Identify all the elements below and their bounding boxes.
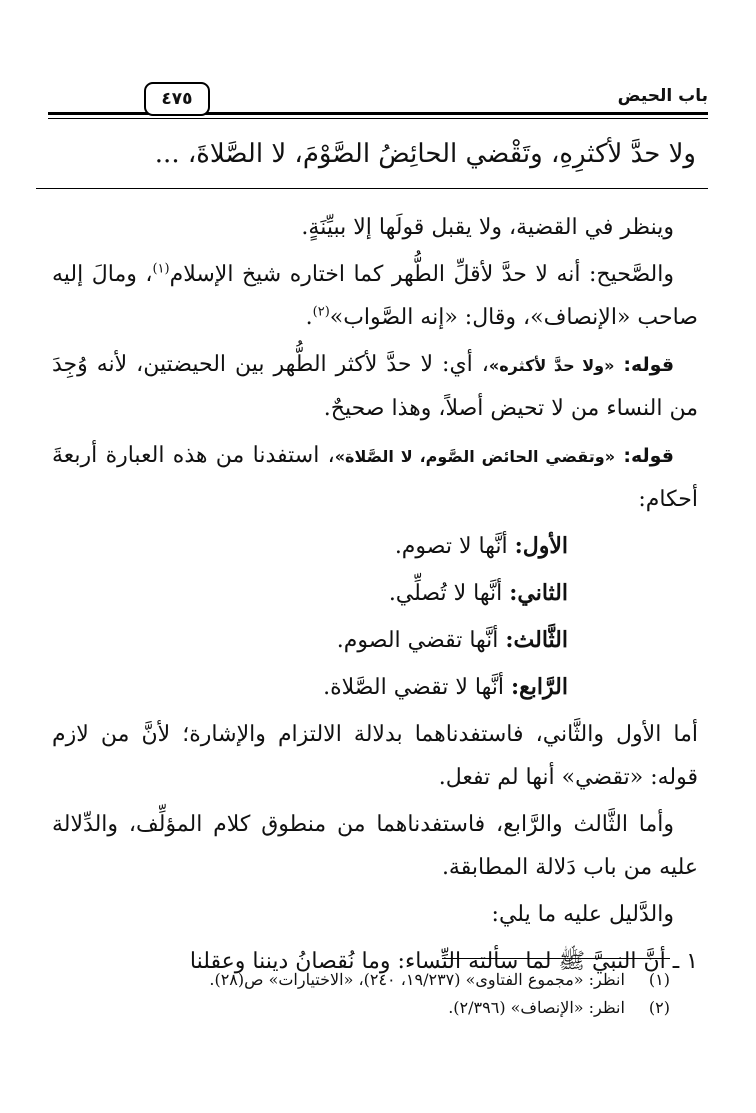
matn-quote: «ولا حدَّ لأكثره» — [488, 356, 615, 375]
footnote-text: انظر: «الإنصاف» (٢/٣٩٦). — [448, 998, 625, 1017]
footnote-separator — [442, 958, 670, 959]
paragraph-4 — [52, 434, 698, 521]
ruling-item — [52, 619, 698, 662]
paragraph-2-end: . — [305, 305, 313, 330]
footnote-ref-2: (٢) — [312, 304, 330, 320]
matn-separator — [36, 188, 708, 189]
ruling-text: أنَّها لا تقضي الصَّلاة. — [323, 675, 504, 700]
qawl-label: قوله: — [623, 445, 674, 467]
ruling-item — [52, 572, 698, 615]
paragraph-2-mid: ، ومالَ إليه صاحب «الإنصاف»، وقال: «إنه الصَّواب» — [52, 262, 698, 330]
running-header — [48, 82, 708, 122]
footnote-mark: (٢) — [648, 998, 670, 1017]
ruling-item — [52, 666, 698, 709]
footnotes — [70, 966, 670, 1022]
paragraph-3-text: ، أي: لا حدَّ لأكثر الطُّهر بين الحيضتين، لأنه وُجِدَ من النساء من لا تحيض أصلاً، وهذا صحيحٌ. — [52, 352, 698, 421]
matn-text: ولا حدَّ لأكثرِهِ، وتَقْضي الحائِضُ الصَّوْمَ، لا الصَّلاةَ، ... — [154, 139, 696, 169]
paragraph-3 — [52, 343, 698, 430]
header-rule-thin — [48, 118, 708, 119]
commentary-body — [52, 206, 698, 987]
ruling-item — [52, 525, 698, 568]
chapter-title: باب الحيض — [617, 86, 708, 106]
page-number: ٤٧٥ — [144, 82, 210, 116]
matn-quote: «وتقضي الحائض الصَّوم، لا الصَّلاة» — [334, 447, 616, 466]
footnote-mark: (١) — [648, 970, 670, 989]
ruling-label: الرَّابع: — [510, 674, 568, 700]
footnote-text: انظر: «مجموع الفتاوى» (١٩/٢٣٧، ٢٤٠)، «الاختيارات» ص(٢٨). — [209, 970, 625, 989]
paragraph-1: وينظر في القضية، ولا يقبل قولَها إلا ببيِّنَةٍ. — [301, 215, 674, 240]
qawl-label: قوله: — [623, 354, 675, 376]
paragraph-5: أما الأول والثَّاني، فاستفدناهما بدلالة الالتزام والإشارة؛ لأنَّ من لازم قوله: «تقضي» أنها لم تفعل. — [52, 722, 698, 790]
footnote-2 — [70, 994, 670, 1022]
paragraph-2-text: والصَّحيح: أنه لا حدَّ لأقلِّ الطُّهر كما اختاره شيخ الإسلام — [169, 262, 674, 287]
paragraph-2 — [52, 253, 698, 339]
ruling-text: أنَّها لا تُصلِّي. — [388, 581, 503, 606]
ruling-label: الثَّالث: — [505, 627, 568, 653]
ruling-label: الأول: — [514, 533, 568, 559]
ruling-text: أنَّها لا تصوم. — [394, 534, 508, 559]
paragraph-7: والدَّليل عليه ما يلي: — [491, 902, 674, 927]
ruling-text: أنَّها تقضي الصوم. — [336, 628, 499, 653]
ruling-label: الثاني: — [509, 580, 568, 606]
footnote-1 — [70, 966, 670, 994]
paragraph-8: ١ ـ أنَّ النبيَّ ﷺ لما سألته النِّساء: وما نُقصانُ ديننا وعقلنا — [189, 949, 698, 974]
paragraph-6: وأما الثَّالث والرَّابع، فاستفدناهما من منطوق كلام المؤلِّف، والدِّلالة عليه من باب دَلالة المطابقة. — [52, 812, 698, 880]
paragraph-4-text: ، استفدنا من هذه العبارة أربعةَ أحكام: — [52, 443, 698, 512]
footnote-ref-1: (١) — [152, 261, 170, 277]
